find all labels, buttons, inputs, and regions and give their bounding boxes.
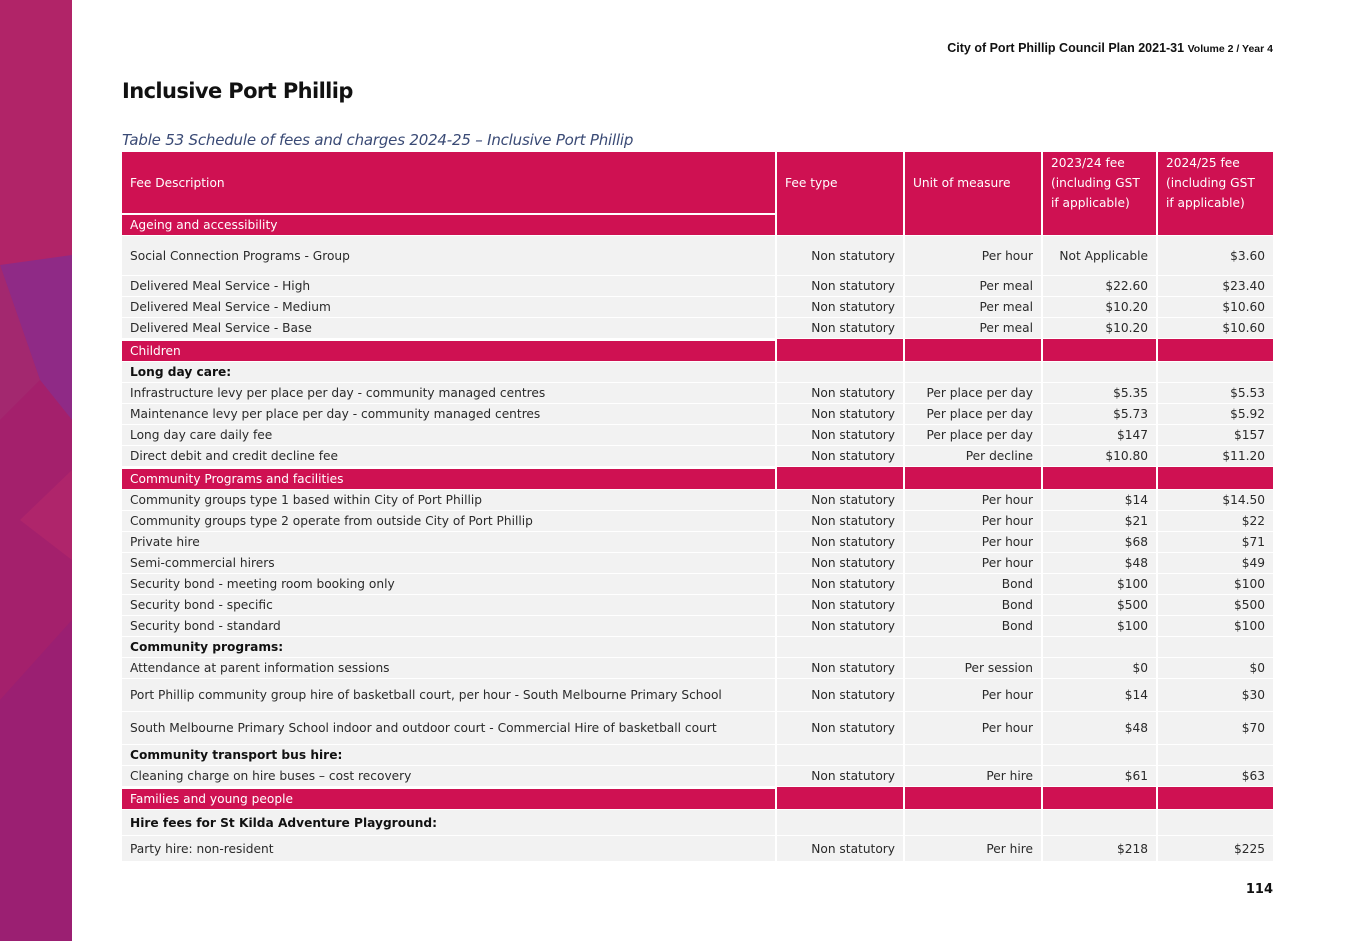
fee-type-cell — [777, 362, 905, 383]
unit-of-measure-cell: Per session — [905, 658, 1043, 679]
section-title: Community Programs and facilities — [122, 467, 777, 490]
fee-description-cell: Private hire — [122, 532, 777, 553]
running-header — [947, 41, 1273, 55]
fee-2024-25-cell: $157 — [1158, 425, 1273, 446]
fee-description-cell: Security bond - standard — [122, 616, 777, 637]
fee-2024-25-cell: $49 — [1158, 553, 1273, 574]
fee-type-cell — [777, 637, 905, 658]
unit-of-measure-cell: Per hour — [905, 532, 1043, 553]
fee-type-cell: Non statutory — [777, 383, 905, 404]
table-row — [122, 490, 1273, 511]
fee-2023-24-cell: $48 — [1043, 712, 1158, 745]
page-number: 114 — [1245, 882, 1273, 897]
fee-2024-25-cell — [1158, 637, 1273, 658]
fee-type-cell: Non statutory — [777, 595, 905, 616]
section-title: Children — [122, 339, 777, 362]
fee-type-cell — [777, 745, 905, 766]
unit-of-measure-cell: Per hour — [905, 553, 1043, 574]
fee-description-cell: Delivered Meal Service - High — [122, 276, 777, 297]
fee-description-cell: Direct debit and credit decline fee — [122, 446, 777, 467]
unit-of-measure-cell: Per hour — [905, 712, 1043, 745]
fee-description-cell: Hire fees for St Kilda Adventure Playground: — [122, 810, 777, 836]
table-row — [122, 836, 1273, 862]
table-row — [122, 553, 1273, 574]
fee-type-cell: Non statutory — [777, 766, 905, 787]
fee-2024-25-cell: $23.40 — [1158, 276, 1273, 297]
fee-2023-24-cell: $21 — [1043, 511, 1158, 532]
table-row — [122, 511, 1273, 532]
fee-type-cell: Non statutory — [777, 297, 905, 318]
table-row — [122, 383, 1273, 404]
fee-type-cell: Non statutory — [777, 532, 905, 553]
table-row — [122, 616, 1273, 637]
fee-description-cell: Semi-commercial hirers — [122, 553, 777, 574]
unit-of-measure-cell — [905, 745, 1043, 766]
table-row — [122, 712, 1273, 745]
fee-2024-25-cell: $63 — [1158, 766, 1273, 787]
subheading-row — [122, 745, 1273, 766]
section-cell — [905, 467, 1043, 490]
unit-of-measure-cell: Per meal — [905, 276, 1043, 297]
table-row — [122, 318, 1273, 339]
unit-of-measure-cell — [905, 362, 1043, 383]
fee-2023-24-cell: $10.20 — [1043, 318, 1158, 339]
section-row — [122, 787, 1273, 810]
fee-description-cell: Attendance at parent information sessions — [122, 658, 777, 679]
fee-description-cell: Party hire: non-resident — [122, 836, 777, 862]
fee-description-cell: Delivered Meal Service - Medium — [122, 297, 777, 318]
unit-of-measure-cell — [905, 637, 1043, 658]
fee-2023-24-cell: $100 — [1043, 574, 1158, 595]
subheading-row — [122, 362, 1273, 383]
fee-type-cell — [777, 810, 905, 836]
section-cell — [1043, 213, 1158, 236]
fee-2024-25-cell: $71 — [1158, 532, 1273, 553]
fee-2023-24-cell — [1043, 637, 1158, 658]
fee-2024-25-cell: $500 — [1158, 595, 1273, 616]
fee-type-cell: Non statutory — [777, 276, 905, 297]
side-band-shapes — [0, 0, 72, 941]
fee-type-cell: Non statutory — [777, 318, 905, 339]
table-caption: Table 53 Schedule of fees and charges 2024-25 – Inclusive Port Phillip — [122, 131, 634, 149]
fee-2024-25-cell: $22 — [1158, 511, 1273, 532]
fee-2024-25-cell: $0 — [1158, 658, 1273, 679]
fee-2023-24-cell: $5.35 — [1043, 383, 1158, 404]
fee-description-cell: Long day care: — [122, 362, 777, 383]
fee-description-cell: Community groups type 1 based within City of Port Phillip — [122, 490, 777, 511]
page-title: Inclusive Port Phillip — [122, 79, 353, 103]
fee-2023-24-cell: $68 — [1043, 532, 1158, 553]
table-row — [122, 679, 1273, 712]
fee-2024-25-cell: $30 — [1158, 679, 1273, 712]
unit-of-measure-cell: Per hire — [905, 836, 1043, 862]
section-title: Families and young people — [122, 787, 777, 810]
fee-type-cell: Non statutory — [777, 574, 905, 595]
section-title: Ageing and accessibility — [122, 213, 777, 236]
fee-2024-25-cell: $225 — [1158, 836, 1273, 862]
table-row — [122, 404, 1273, 425]
fee-type-cell: Non statutory — [777, 658, 905, 679]
section-cell — [777, 467, 905, 490]
fee-type-cell: Non statutory — [777, 236, 905, 276]
fee-description-cell: Maintenance levy per place per day - community managed centres — [122, 404, 777, 425]
section-row — [122, 467, 1273, 490]
table-row — [122, 236, 1273, 276]
section-cell — [1043, 787, 1158, 810]
fee-2024-25-cell — [1158, 745, 1273, 766]
fee-type-cell: Non statutory — [777, 616, 905, 637]
section-cell — [777, 787, 905, 810]
section-cell — [1043, 339, 1158, 362]
fee-2024-25-cell — [1158, 362, 1273, 383]
header-row — [122, 152, 1273, 213]
fee-2024-25-cell: $70 — [1158, 712, 1273, 745]
fee-type-cell: Non statutory — [777, 425, 905, 446]
fee-description-cell: Infrastructure levy per place per day - community managed centres — [122, 383, 777, 404]
fee-2023-24-cell: Not Applicable — [1043, 236, 1158, 276]
fee-2024-25-cell — [1158, 810, 1273, 836]
fee-description-cell: Community programs: — [122, 637, 777, 658]
section-cell — [905, 787, 1043, 810]
section-cell — [1043, 467, 1158, 490]
table-row — [122, 425, 1273, 446]
fee-type-cell: Non statutory — [777, 490, 905, 511]
unit-of-measure-cell: Bond — [905, 595, 1043, 616]
unit-of-measure-cell: Per hour — [905, 679, 1043, 712]
fees-table — [122, 152, 1273, 862]
table-row — [122, 595, 1273, 616]
fee-type-cell: Non statutory — [777, 553, 905, 574]
side-decoration-band — [0, 0, 72, 941]
fee-type-cell: Non statutory — [777, 679, 905, 712]
fee-2024-25-cell: $5.92 — [1158, 404, 1273, 425]
fee-2023-24-cell: $5.73 — [1043, 404, 1158, 425]
unit-of-measure-cell: Per decline — [905, 446, 1043, 467]
fee-2023-24-cell: $10.20 — [1043, 297, 1158, 318]
section-cell — [1158, 213, 1273, 236]
fee-2024-25-cell: $100 — [1158, 574, 1273, 595]
fee-2023-24-cell: $61 — [1043, 766, 1158, 787]
fee-description-cell: Security bond - meeting room booking only — [122, 574, 777, 595]
fee-2023-24-cell: $10.80 — [1043, 446, 1158, 467]
fee-2023-24-cell: $14 — [1043, 679, 1158, 712]
unit-of-measure-cell: Per meal — [905, 297, 1043, 318]
fee-2024-25-cell: $100 — [1158, 616, 1273, 637]
unit-of-measure-cell: Per hour — [905, 236, 1043, 276]
unit-of-measure-cell: Per place per day — [905, 383, 1043, 404]
fee-2023-24-cell: $500 — [1043, 595, 1158, 616]
fee-2023-24-cell: $218 — [1043, 836, 1158, 862]
fee-description-cell: Port Phillip community group hire of basketball court, per hour - South Melbourne Primary School — [122, 679, 777, 712]
fee-type-cell: Non statutory — [777, 712, 905, 745]
unit-of-measure-cell: Per place per day — [905, 425, 1043, 446]
section-cell — [1158, 467, 1273, 490]
section-cell — [1158, 339, 1273, 362]
fee-type-cell: Non statutory — [777, 511, 905, 532]
fee-type-cell: Non statutory — [777, 404, 905, 425]
section-cell — [905, 339, 1043, 362]
fee-2024-25-cell: $10.60 — [1158, 297, 1273, 318]
table-row — [122, 297, 1273, 318]
column-header-fee-2023-24: 2023/24 fee (including GST if applicable) — [1043, 152, 1158, 213]
fee-description-cell: Community transport bus hire: — [122, 745, 777, 766]
subheading-row — [122, 810, 1273, 836]
fee-2023-24-cell — [1043, 810, 1158, 836]
column-header-unit: Unit of measure — [905, 152, 1043, 213]
section-row — [122, 339, 1273, 362]
fee-2023-24-cell — [1043, 745, 1158, 766]
column-header-description: Fee Description — [122, 152, 777, 213]
fee-2024-25-cell: $10.60 — [1158, 318, 1273, 339]
fee-2023-24-cell: $14 — [1043, 490, 1158, 511]
unit-of-measure-cell: Per hour — [905, 490, 1043, 511]
fee-description-cell: South Melbourne Primary School indoor and outdoor court - Commercial Hire of basketball court — [122, 712, 777, 745]
fee-2023-24-cell: $48 — [1043, 553, 1158, 574]
section-cell — [777, 213, 905, 236]
table-header — [122, 152, 1273, 213]
unit-of-measure-cell: Bond — [905, 616, 1043, 637]
section-cell — [777, 339, 905, 362]
volume-label: Volume 2 / Year 4 — [1187, 43, 1273, 55]
column-header-fee-type: Fee type — [777, 152, 905, 213]
fee-2024-25-cell: $3.60 — [1158, 236, 1273, 276]
column-header-fee-2024-25: 2024/25 fee (including GST if applicable) — [1158, 152, 1273, 213]
table-row — [122, 574, 1273, 595]
fee-type-cell: Non statutory — [777, 446, 905, 467]
fee-2024-25-cell: $11.20 — [1158, 446, 1273, 467]
section-cell — [1158, 787, 1273, 810]
fee-type-cell: Non statutory — [777, 836, 905, 862]
section-cell — [905, 213, 1043, 236]
fee-description-cell: Community groups type 2 operate from outside City of Port Phillip — [122, 511, 777, 532]
fee-2023-24-cell: $0 — [1043, 658, 1158, 679]
unit-of-measure-cell: Bond — [905, 574, 1043, 595]
fee-2023-24-cell: $22.60 — [1043, 276, 1158, 297]
plan-title: City of Port Phillip Council Plan 2021-31 — [947, 41, 1185, 55]
fee-description-cell: Delivered Meal Service - Base — [122, 318, 777, 339]
fee-2023-24-cell: $100 — [1043, 616, 1158, 637]
unit-of-measure-cell: Per place per day — [905, 404, 1043, 425]
table-body — [122, 213, 1273, 862]
unit-of-measure-cell: Per hour — [905, 511, 1043, 532]
unit-of-measure-cell — [905, 810, 1043, 836]
unit-of-measure-cell: Per meal — [905, 318, 1043, 339]
fee-description-cell: Cleaning charge on hire buses – cost recovery — [122, 766, 777, 787]
fee-description-cell: Security bond - specific — [122, 595, 777, 616]
fee-2024-25-cell: $5.53 — [1158, 383, 1273, 404]
subheading-row — [122, 637, 1273, 658]
table-row — [122, 276, 1273, 297]
fee-description-cell: Social Connection Programs - Group — [122, 236, 777, 276]
table-row — [122, 658, 1273, 679]
unit-of-measure-cell: Per hire — [905, 766, 1043, 787]
fee-2023-24-cell — [1043, 362, 1158, 383]
section-row — [122, 213, 1273, 236]
table-row — [122, 446, 1273, 467]
table-row — [122, 532, 1273, 553]
fee-2024-25-cell: $14.50 — [1158, 490, 1273, 511]
fee-description-cell: Long day care daily fee — [122, 425, 777, 446]
fee-2023-24-cell: $147 — [1043, 425, 1158, 446]
table-row — [122, 766, 1273, 787]
